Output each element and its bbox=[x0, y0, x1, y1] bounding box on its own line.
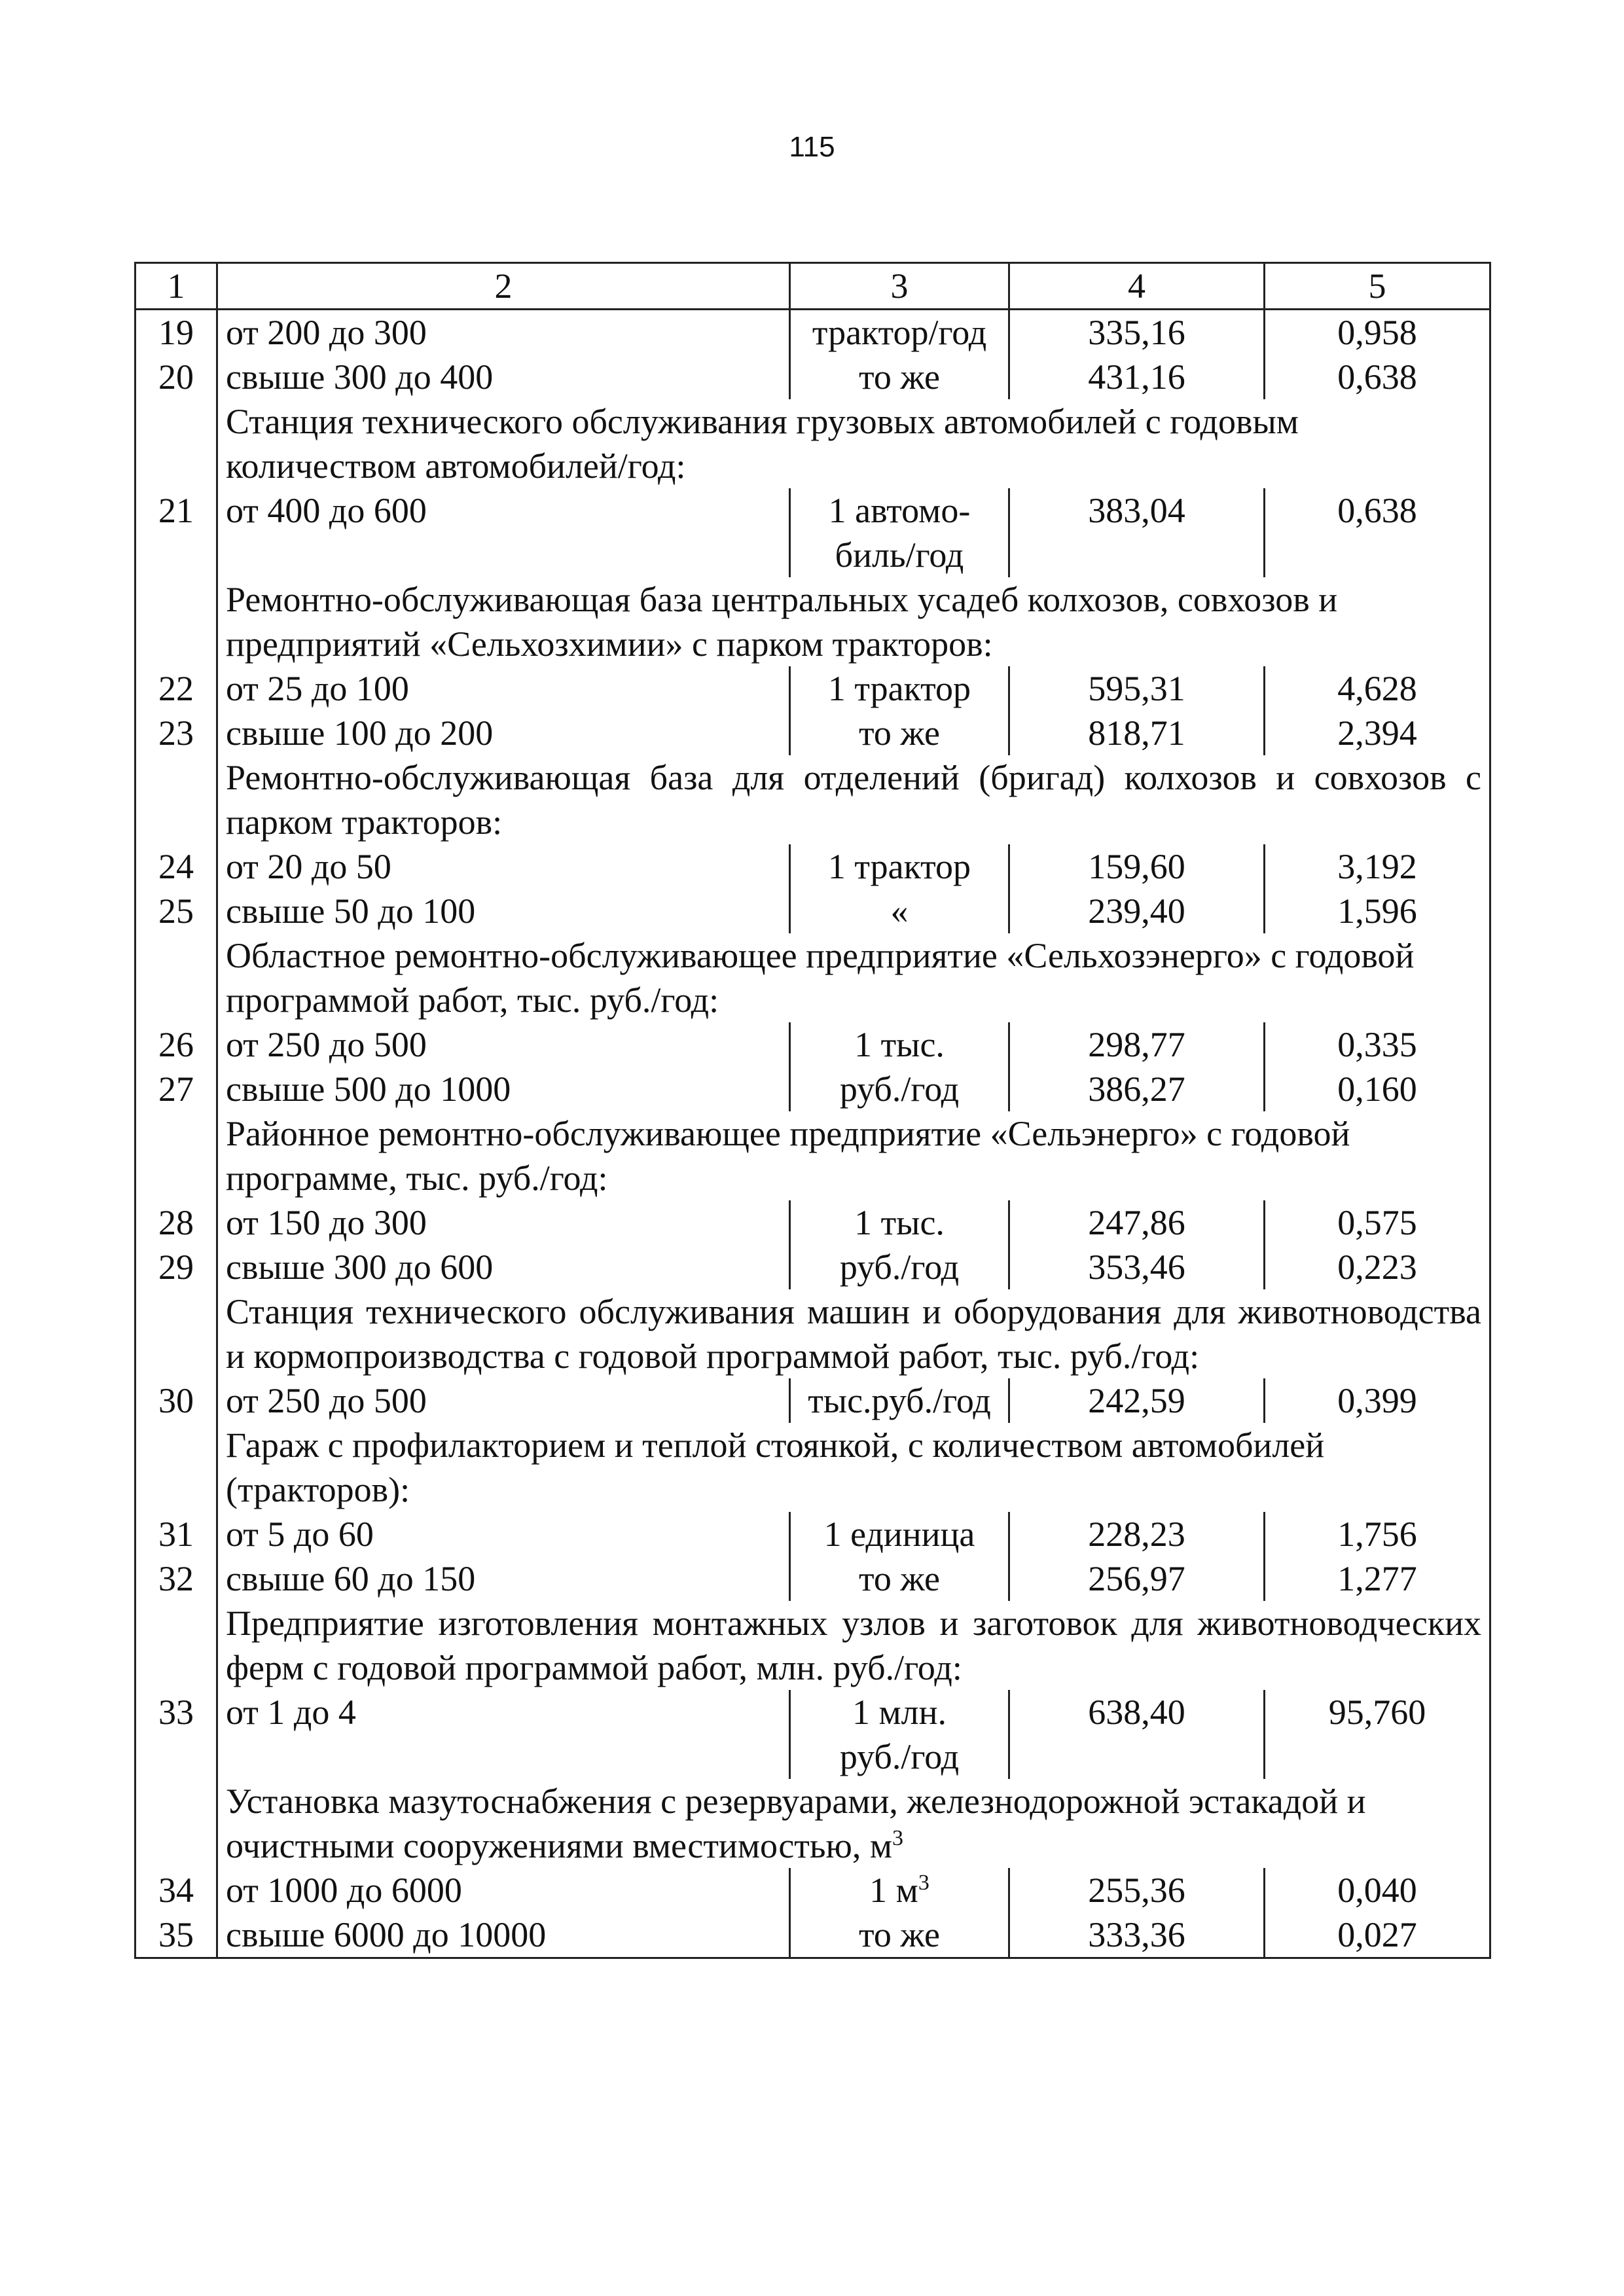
section-title-text: Ремонтно-обслуживающая база для отделений (бригад) колхозов и совхозов с парком тракторов: bbox=[226, 758, 1481, 842]
row-number-text: 34 bbox=[158, 1871, 194, 1910]
row-value-col4-text: 256,97 bbox=[1088, 1559, 1185, 1598]
section-row bbox=[135, 1601, 1490, 1690]
row-value-col4-text: 353,46 bbox=[1088, 1247, 1185, 1287]
section-title-text: Станция технического обслуживания грузовых автомобилей с годовым количеством автомобилей/год: bbox=[226, 402, 1299, 486]
table-row bbox=[135, 1512, 1490, 1556]
row-unit bbox=[790, 1378, 1009, 1423]
row-number-text: 22 bbox=[158, 669, 194, 708]
row-number bbox=[135, 711, 217, 755]
row-number-text: 27 bbox=[158, 1069, 194, 1109]
row-unit-text: то же bbox=[859, 713, 940, 753]
row-unit-text: тыс.руб./год bbox=[808, 1381, 991, 1420]
row-value-col4-text: 383,04 bbox=[1088, 491, 1185, 530]
row-value-col4 bbox=[1009, 1067, 1265, 1111]
row-unit bbox=[790, 488, 1009, 577]
section-title-text: Предприятие изготовления монтажных узлов и заготовок для животноводческих ферм с годовой программой работ, млн. руб./год: bbox=[226, 1604, 1481, 1687]
row-value-col4-text: 242,59 bbox=[1088, 1381, 1185, 1420]
row-value-col5 bbox=[1265, 1200, 1490, 1245]
section-title bbox=[217, 1601, 1490, 1690]
row-number bbox=[135, 1067, 217, 1111]
row-value-col5 bbox=[1265, 1912, 1490, 1958]
table-row bbox=[135, 1067, 1490, 1111]
row-unit bbox=[790, 889, 1009, 933]
row-name-text: от 5 до 60 bbox=[226, 1515, 374, 1554]
section-row bbox=[135, 1111, 1490, 1200]
header-cell-4: 4 bbox=[1009, 263, 1265, 310]
row-unit-text: 1 единица bbox=[823, 1515, 975, 1554]
row-value-col5 bbox=[1265, 310, 1490, 355]
row-value-col5-text: 0,958 bbox=[1337, 313, 1417, 352]
row-value-col4 bbox=[1009, 1378, 1265, 1423]
row-unit-line: руб./год bbox=[839, 1737, 960, 1776]
row-value-col4-text: 818,71 bbox=[1088, 713, 1185, 753]
row-name bbox=[217, 889, 790, 933]
row-number bbox=[135, 1868, 217, 1912]
header-cell-2: 2 bbox=[217, 263, 790, 310]
section-row bbox=[135, 1289, 1490, 1378]
superscript: 3 bbox=[892, 1826, 904, 1850]
table-row bbox=[135, 1022, 1490, 1067]
row-value-col5 bbox=[1265, 1378, 1490, 1423]
row-name-text: от 250 до 500 bbox=[226, 1381, 427, 1420]
row-value-col5-text: 95,760 bbox=[1328, 1693, 1426, 1732]
row-unit bbox=[790, 1067, 1009, 1111]
row-value-col4-text: 255,36 bbox=[1088, 1871, 1185, 1910]
row-unit-line: 1 автомо- bbox=[828, 491, 971, 530]
row-value-col4-text: 239,40 bbox=[1088, 891, 1185, 931]
section-num-cell bbox=[135, 755, 217, 844]
row-name bbox=[217, 1245, 790, 1289]
row-value-col4 bbox=[1009, 711, 1265, 755]
row-unit-text: 1 тыс. bbox=[854, 1025, 945, 1064]
row-name bbox=[217, 310, 790, 355]
row-unit-text: то же bbox=[859, 357, 940, 397]
row-value-col4-text: 595,31 bbox=[1088, 669, 1185, 708]
section-row bbox=[135, 933, 1490, 1022]
row-name-text: свыше 500 до 1000 bbox=[226, 1069, 511, 1109]
row-name bbox=[217, 666, 790, 711]
row-value-col5-text: 0,638 bbox=[1337, 491, 1417, 530]
row-value-col4 bbox=[1009, 1512, 1265, 1556]
section-title bbox=[217, 933, 1490, 1022]
row-name-text: от 150 до 300 bbox=[226, 1203, 427, 1242]
row-value-col5 bbox=[1265, 889, 1490, 933]
row-number bbox=[135, 488, 217, 577]
row-number bbox=[135, 355, 217, 399]
row-unit bbox=[790, 666, 1009, 711]
row-value-col4 bbox=[1009, 1868, 1265, 1912]
row-unit-text: 1 трактор bbox=[827, 847, 971, 886]
row-name-text: свыше 6000 до 10000 bbox=[226, 1915, 547, 1954]
row-value-col5-text: 3,192 bbox=[1337, 847, 1417, 886]
row-number bbox=[135, 1378, 217, 1423]
section-num-cell bbox=[135, 577, 217, 666]
row-value-col5-text: 1,596 bbox=[1337, 891, 1417, 931]
row-unit bbox=[790, 711, 1009, 755]
row-value-col5-text: 4,628 bbox=[1337, 669, 1417, 708]
row-number bbox=[135, 1245, 217, 1289]
row-name-text: свыше 300 до 600 bbox=[226, 1247, 494, 1287]
table-row bbox=[135, 1690, 1490, 1779]
row-unit bbox=[790, 1022, 1009, 1067]
row-value-col5-text: 0,575 bbox=[1337, 1203, 1417, 1242]
row-unit-text: то же bbox=[859, 1915, 940, 1954]
row-number bbox=[135, 1512, 217, 1556]
section-num-cell bbox=[135, 1601, 217, 1690]
table-row bbox=[135, 666, 1490, 711]
row-value-col4 bbox=[1009, 310, 1265, 355]
section-title-text: Станция технического обслуживания машин и оборудования для животноводства и кормопроизводства с годовой программой работ, тыс. руб./год: bbox=[226, 1292, 1481, 1376]
row-name bbox=[217, 1868, 790, 1912]
row-number-text: 32 bbox=[158, 1559, 194, 1598]
row-value-col4 bbox=[1009, 1912, 1265, 1958]
row-number bbox=[135, 1556, 217, 1601]
row-value-col5-text: 0,335 bbox=[1337, 1025, 1417, 1064]
row-value-col4-text: 386,27 bbox=[1088, 1069, 1185, 1109]
table-row bbox=[135, 844, 1490, 889]
row-number bbox=[135, 844, 217, 889]
row-value-col5-text: 0,638 bbox=[1337, 357, 1417, 397]
row-name-text: от 200 до 300 bbox=[226, 313, 427, 352]
row-name bbox=[217, 844, 790, 889]
row-value-col5 bbox=[1265, 1556, 1490, 1601]
row-number bbox=[135, 1690, 217, 1779]
section-title bbox=[217, 1289, 1490, 1378]
section-title bbox=[217, 1111, 1490, 1200]
row-number-text: 30 bbox=[158, 1381, 194, 1420]
row-number-text: 26 bbox=[158, 1025, 194, 1064]
row-unit-line: 1 млн. bbox=[852, 1693, 947, 1732]
row-value-col5 bbox=[1265, 711, 1490, 755]
section-num-cell bbox=[135, 399, 217, 488]
row-number bbox=[135, 1912, 217, 1958]
row-name-text: свыше 60 до 150 bbox=[226, 1559, 476, 1598]
row-value-col4 bbox=[1009, 844, 1265, 889]
section-title bbox=[217, 399, 1490, 488]
section-row bbox=[135, 1423, 1490, 1512]
row-value-col5 bbox=[1265, 1868, 1490, 1912]
row-number bbox=[135, 666, 217, 711]
table-row bbox=[135, 1868, 1490, 1912]
row-value-col4-text: 298,77 bbox=[1088, 1025, 1185, 1064]
row-value-col5-text: 1,756 bbox=[1337, 1515, 1417, 1554]
row-unit-text: трактор/год bbox=[812, 313, 987, 352]
section-row bbox=[135, 577, 1490, 666]
row-name-text: свыше 300 до 400 bbox=[226, 357, 494, 397]
table-row bbox=[135, 711, 1490, 755]
row-unit-text: 1 тыс. bbox=[854, 1203, 945, 1242]
table-row bbox=[135, 488, 1490, 577]
row-number-text: 29 bbox=[158, 1247, 194, 1287]
section-row bbox=[135, 1779, 1490, 1868]
header-cell-5: 5 bbox=[1265, 263, 1490, 310]
row-value-col4 bbox=[1009, 355, 1265, 399]
row-name-text: от 25 до 100 bbox=[226, 669, 409, 708]
row-value-col5-text: 0,160 bbox=[1337, 1069, 1417, 1109]
table-body bbox=[135, 263, 1490, 1958]
row-unit bbox=[790, 1200, 1009, 1245]
table-row bbox=[135, 1378, 1490, 1423]
row-value-col4-text: 228,23 bbox=[1088, 1515, 1185, 1554]
row-number bbox=[135, 1200, 217, 1245]
row-value-col5 bbox=[1265, 1512, 1490, 1556]
row-unit-text: 1 трактор bbox=[827, 669, 971, 708]
row-name bbox=[217, 1912, 790, 1958]
row-unit bbox=[790, 1912, 1009, 1958]
section-title-text: Областное ремонтно-обслуживающее предприятие «Сельхозэнерго» с годовой программой работ, тыс. руб./год: bbox=[226, 936, 1415, 1020]
header-cell-1: 1 bbox=[135, 263, 217, 310]
superscript: 3 bbox=[918, 1871, 929, 1895]
row-value-col4-text: 335,16 bbox=[1088, 313, 1185, 352]
row-value-col4 bbox=[1009, 1200, 1265, 1245]
section-num-cell bbox=[135, 1423, 217, 1512]
row-name-text: от 1000 до 6000 bbox=[226, 1871, 462, 1910]
row-name bbox=[217, 1022, 790, 1067]
row-unit bbox=[790, 1868, 1009, 1912]
table-row bbox=[135, 889, 1490, 933]
row-name bbox=[217, 1200, 790, 1245]
row-unit bbox=[790, 844, 1009, 889]
row-number-text: 33 bbox=[158, 1693, 194, 1732]
section-title-text: Районное ремонтно-обслуживающее предприятие «Сельэнерго» с годовой программе, тыс. руб./год: bbox=[226, 1114, 1350, 1198]
row-value-col5-text: 1,277 bbox=[1337, 1559, 1417, 1598]
row-unit bbox=[790, 1556, 1009, 1601]
row-value-col4-text: 431,16 bbox=[1088, 357, 1185, 397]
row-name bbox=[217, 1067, 790, 1111]
row-number bbox=[135, 889, 217, 933]
table-header-row bbox=[135, 263, 1490, 310]
row-value-col4-text: 638,40 bbox=[1088, 1693, 1185, 1732]
row-value-col4 bbox=[1009, 488, 1265, 577]
row-value-col4 bbox=[1009, 1556, 1265, 1601]
row-number-text: 21 bbox=[158, 491, 194, 530]
section-num-cell bbox=[135, 1111, 217, 1200]
row-name-text: свыше 50 до 100 bbox=[226, 891, 476, 931]
row-unit-text: руб./год bbox=[839, 1069, 960, 1109]
row-value-col4 bbox=[1009, 1690, 1265, 1779]
row-unit-text: 1 м bbox=[869, 1871, 918, 1910]
row-value-col5 bbox=[1265, 844, 1490, 889]
row-number-text: 25 bbox=[158, 891, 194, 931]
table-row bbox=[135, 1200, 1490, 1245]
row-number bbox=[135, 1022, 217, 1067]
row-value-col5 bbox=[1265, 1245, 1490, 1289]
row-unit bbox=[790, 1245, 1009, 1289]
row-name bbox=[217, 1690, 790, 1779]
row-value-col4-text: 247,86 bbox=[1088, 1203, 1185, 1242]
table-row bbox=[135, 1245, 1490, 1289]
section-title-text: Гараж с профилакторием и теплой стоянкой, с количеством автомобилей (тракторов): bbox=[226, 1426, 1325, 1509]
row-value-col5-text: 2,394 bbox=[1337, 713, 1417, 753]
row-unit-text: « bbox=[890, 891, 909, 931]
row-number-text: 28 bbox=[158, 1203, 194, 1242]
row-unit-text: руб./год bbox=[839, 1247, 960, 1287]
row-number-text: 20 bbox=[158, 357, 194, 397]
row-value-col5-text: 0,040 bbox=[1337, 1871, 1417, 1910]
row-name bbox=[217, 1378, 790, 1423]
row-value-col5 bbox=[1265, 488, 1490, 577]
row-name-text: свыше 100 до 200 bbox=[226, 713, 494, 753]
page-number: 115 bbox=[789, 131, 835, 163]
row-value-col5 bbox=[1265, 1067, 1490, 1111]
row-name bbox=[217, 355, 790, 399]
section-title bbox=[217, 577, 1490, 666]
row-name-text: от 250 до 500 bbox=[226, 1025, 427, 1064]
row-name-text: от 1 до 4 bbox=[226, 1693, 356, 1732]
row-number-text: 23 bbox=[158, 713, 194, 753]
section-row bbox=[135, 399, 1490, 488]
row-value-col4 bbox=[1009, 666, 1265, 711]
row-value-col5-text: 0,399 bbox=[1337, 1381, 1417, 1420]
row-name bbox=[217, 711, 790, 755]
section-title bbox=[217, 1423, 1490, 1512]
table-row bbox=[135, 1912, 1490, 1958]
section-row bbox=[135, 755, 1490, 844]
row-value-col4 bbox=[1009, 1245, 1265, 1289]
section-title bbox=[217, 755, 1490, 844]
row-value-col5 bbox=[1265, 355, 1490, 399]
row-unit bbox=[790, 1512, 1009, 1556]
row-value-col4 bbox=[1009, 1022, 1265, 1067]
row-name bbox=[217, 1556, 790, 1601]
row-unit-line: биль/год bbox=[835, 535, 964, 575]
table-row bbox=[135, 355, 1490, 399]
row-unit bbox=[790, 355, 1009, 399]
row-number-text: 19 bbox=[158, 313, 194, 352]
row-value-col5 bbox=[1265, 666, 1490, 711]
table-row bbox=[135, 310, 1490, 355]
row-name-text: от 20 до 50 bbox=[226, 847, 391, 886]
row-value-col4 bbox=[1009, 889, 1265, 933]
row-name bbox=[217, 1512, 790, 1556]
row-unit-text: то же bbox=[859, 1559, 940, 1598]
data-table bbox=[134, 262, 1491, 1959]
row-value-col4-text: 159,60 bbox=[1088, 847, 1185, 886]
row-number-text: 24 bbox=[158, 847, 194, 886]
row-name bbox=[217, 488, 790, 577]
section-num-cell bbox=[135, 933, 217, 1022]
row-value-col4-text: 333,36 bbox=[1088, 1915, 1185, 1954]
section-num-cell bbox=[135, 1779, 217, 1868]
row-number bbox=[135, 310, 217, 355]
row-value-col5-text: 0,223 bbox=[1337, 1247, 1417, 1287]
table-row bbox=[135, 1556, 1490, 1601]
row-value-col5 bbox=[1265, 1690, 1490, 1779]
section-title bbox=[217, 1779, 1490, 1868]
header-cell-3: 3 bbox=[790, 263, 1009, 310]
section-title-text: Установка мазутоснабжения с резервуарами, железнодорожной эстакадой и очистными сооружениями вместимостью, м bbox=[226, 1782, 1366, 1865]
row-name-text: от 400 до 600 bbox=[226, 491, 427, 530]
row-value-col5-text: 0,027 bbox=[1337, 1915, 1417, 1954]
row-unit bbox=[790, 310, 1009, 355]
section-num-cell bbox=[135, 1289, 217, 1378]
row-number-text: 31 bbox=[158, 1515, 194, 1554]
row-value-col5 bbox=[1265, 1022, 1490, 1067]
row-number-text: 35 bbox=[158, 1915, 194, 1954]
row-unit bbox=[790, 1690, 1009, 1779]
section-title-text: Ремонтно-обслуживающая база центральных усадеб колхозов, совхозов и предприятий «Сельхозхимии» с парком тракторов: bbox=[226, 580, 1338, 664]
